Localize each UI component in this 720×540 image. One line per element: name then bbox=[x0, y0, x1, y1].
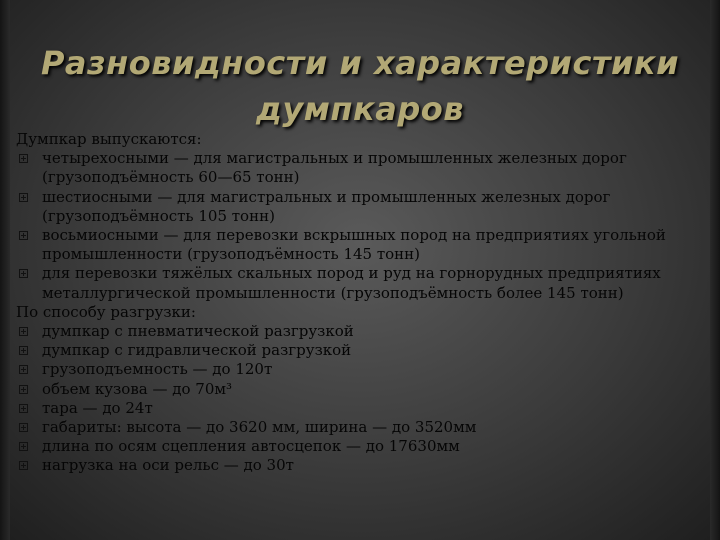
list-item bbox=[16, 380, 696, 399]
slide-frame-right bbox=[710, 0, 720, 540]
list-item-text: шестиосными — для магистральных и промышленных железных дорог (грузоподъёмность 105 тонн) bbox=[42, 187, 611, 225]
list-item bbox=[16, 149, 696, 187]
list-item-text: тара — до 24т bbox=[42, 398, 153, 417]
list-item-text: габариты: высота — до 3620 мм, ширина — до 3520мм bbox=[42, 418, 477, 437]
boxed-plus-bullet-icon bbox=[16, 188, 42, 226]
list-item-text: думпкар с пневматической разгрузкой bbox=[42, 322, 354, 341]
list-item-text: длина по осям сцепления автосцепок — до 17630мм bbox=[42, 437, 460, 456]
boxed-plus-bullet-icon bbox=[16, 264, 42, 302]
list-item-text: думпкар с гидравлической разгрузкой bbox=[42, 341, 352, 360]
section-heading: Думпкар выпускаются: bbox=[16, 130, 202, 148]
list-item-text: грузоподъемность — до 120т bbox=[42, 360, 273, 379]
slide-frame-left bbox=[0, 0, 10, 540]
slide-content bbox=[16, 130, 696, 476]
slide-title: Разновидности и характеристики думпкаров bbox=[40, 44, 680, 128]
boxed-plus-bullet-icon bbox=[16, 399, 42, 418]
list-item-text: объем кузова — до 70м³ bbox=[42, 379, 233, 398]
list-item-text: восьмиосными — для перевозки вскрышных пород на предприятиях угольной промышленности (грузоподъёмность 145 тонн) bbox=[42, 226, 666, 264]
boxed-plus-bullet-icon bbox=[16, 226, 42, 264]
list-item bbox=[16, 188, 696, 226]
list-item bbox=[16, 456, 696, 475]
boxed-plus-bullet-icon bbox=[16, 456, 42, 475]
list-item bbox=[16, 418, 696, 437]
list-item-text: для перевозки тяжёлых скальных пород и руд на горнорудных предприятиях металлургической промышленности (грузоподъёмность более 145 тонн) bbox=[42, 264, 661, 302]
boxed-plus-bullet-icon bbox=[16, 322, 42, 341]
list-item-text: четырехосными — для магистральных и промышленных железных дорог (грузоподъёмность 60—65 тонн) bbox=[42, 149, 627, 187]
list-item bbox=[16, 360, 696, 379]
boxed-plus-bullet-icon bbox=[16, 360, 42, 379]
boxed-plus-bullet-icon bbox=[16, 437, 42, 456]
boxed-plus-bullet-icon bbox=[16, 341, 42, 360]
boxed-plus-bullet-icon bbox=[16, 380, 42, 399]
list-item bbox=[16, 437, 696, 456]
section-heading: По способу разгрузки: bbox=[16, 302, 196, 321]
list-item bbox=[16, 226, 696, 264]
list-item bbox=[16, 322, 696, 341]
boxed-plus-bullet-icon bbox=[16, 418, 42, 437]
list-item bbox=[16, 399, 696, 418]
list-item bbox=[16, 341, 696, 360]
list-item bbox=[16, 264, 696, 302]
boxed-plus-bullet-icon bbox=[16, 149, 42, 187]
list-item-text: нагрузка на оси рельс — до 30т bbox=[42, 456, 294, 475]
